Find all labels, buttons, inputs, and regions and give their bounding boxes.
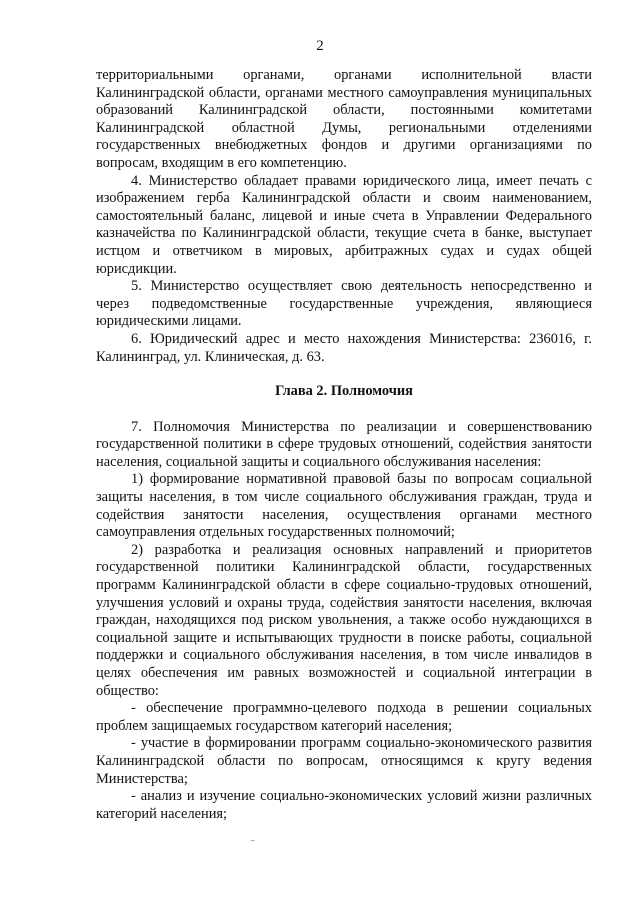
paragraph: 6. Юридический адрес и место нахождения Министерства: 236016, г. Калининград, ул. Клиническая, д. 63. — [96, 330, 592, 365]
document-body — [96, 67, 592, 823]
paragraph: территориальными органами, органами исполнительной власти Калининградской области, органами местного самоуправления муниципальных образований Калининградской области, постоянными комитетами Калининградской областной Думы, региональными отделениями государственных внебюджетных фондов и другими организациями по вопросам, входящим в его компетенцию. — [96, 67, 592, 171]
section-before-heading — [96, 67, 592, 366]
paragraph: - обеспечение программно-целевого подхода в решении социальных проблем защищаемых государством категорий населения; — [96, 700, 592, 734]
scan-artifact: ⁻ — [250, 838, 256, 849]
paragraph: - участие в формировании программ социально-экономического развития Калининградской области по вопросам, относящимся к кругу ведения Министерства; — [96, 735, 592, 787]
section-after-heading — [96, 419, 592, 824]
chapter-heading: Глава 2. Полномочия — [275, 383, 413, 400]
paragraph: 2) разработка и реализация основных направлений и приоритетов государственной политики Калининградской области, государственных программ Калининградской области в сфере социально-трудовых отношений, улучшения условий и охраны труда, содействия занятости населения, включая граждан, находящихся под риском увольнения, а также особо нуждающихся в социальной защите и испытывающих трудности в поиске работы, социальной поддержки и социального обслуживания населения, в том числе инвалидов в целях обеспечения им равных возможностей и социальной интеграции в общество: — [96, 541, 592, 699]
page-number: 2 — [316, 38, 324, 54]
paragraph: 4. Министерство обладает правами юридического лица, имеет печать с изображением герба Калининградской области и своим наименованием, самостоятельный баланс, лицевой и иные счета в Управлении Федерального казначейства по Калининградской области, текущие счета в банке, выступает истцом и ответчиком в мировых, арбитражных судах и судах общей юрисдикции. — [96, 172, 592, 277]
paragraph: - анализ и изучение социально-экономических условий жизни различных категорий населения; — [96, 788, 592, 822]
paragraph: 5. Министерство осуществляет свою деятельность непосредственно и через подведомственные государственные учреждения, являющиеся юридическими лицами. — [96, 278, 592, 330]
paragraph: 1) формирование нормативной правовой базы по вопросам социальной защиты населения, в том числе социального обслуживания граждан, труда и содействия занятости населения, осуществления органами местного самоуправления отдельных государственных полномочий; — [96, 471, 592, 541]
paragraph: 7. Полномочия Министерства по реализации и совершенствованию государственной политики в сфере трудовых отношений, содействия занятости населения, социальной защиты и социального обслуживания населения: — [96, 418, 592, 470]
